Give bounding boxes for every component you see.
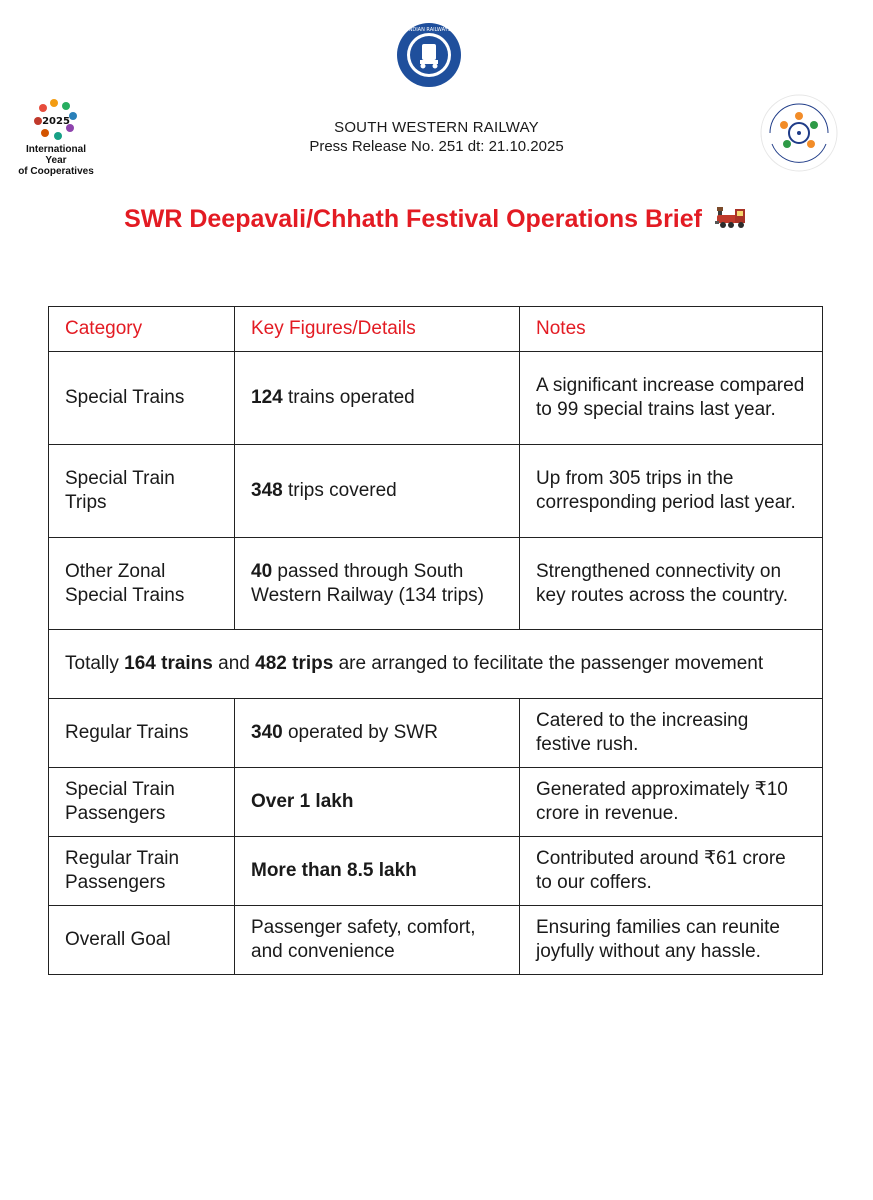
row-category: Other Zonal Special Trains	[49, 538, 235, 630]
summary-trips: 482 trips	[255, 653, 334, 674]
row-category: Special Trains	[49, 352, 235, 445]
row-key-figures: Passenger safety, comfort, and convenience	[235, 906, 520, 975]
table-row	[49, 906, 823, 975]
steam-locomotive-icon	[715, 203, 749, 238]
table-row	[49, 768, 823, 837]
table-row	[49, 699, 823, 768]
row-key-figures	[235, 699, 520, 768]
header-category: Category	[49, 307, 235, 352]
table-row	[49, 352, 823, 445]
row-notes: Strengthened connectivity on key routes across the country.	[520, 538, 823, 630]
row-category: Regular Train Passengers	[49, 837, 235, 906]
row-key-figures	[235, 352, 520, 445]
figure-bold: 340	[251, 722, 283, 743]
summary-part: and	[212, 653, 256, 674]
figure-text: operated by SWR	[282, 722, 438, 743]
row-key-figures	[235, 445, 520, 538]
press-release-number: Press Release No. 251 dt: 21.10.2025	[309, 138, 564, 155]
table-row	[49, 538, 823, 630]
row-category: Special Train Trips	[49, 445, 235, 538]
summary-part: are arranged to fecilitate the passenger movement	[333, 653, 764, 674]
row-notes: Catered to the increasing festive rush.	[520, 699, 823, 768]
row-key-figures	[235, 538, 520, 630]
row-notes: Contributed around ₹61 crore to our coffers.	[520, 837, 823, 906]
svg-text:INDIAN RAILWAYS: INDIAN RAILWAYS	[407, 27, 451, 33]
figure-text: trips covered	[282, 480, 397, 501]
press-header	[0, 118, 873, 156]
summary-text	[49, 630, 823, 699]
summary-trains: 164 trains	[124, 653, 213, 674]
page-title	[0, 202, 873, 238]
row-category: Regular Trains	[49, 699, 235, 768]
figure-text: passed through South Western Railway (134 trips)	[251, 560, 485, 606]
row-key-figures: More than 8.5 lakh	[235, 837, 520, 906]
table-row	[49, 445, 823, 538]
operations-table	[48, 306, 823, 975]
row-notes: Generated approximately ₹10 crore in revenue.	[520, 768, 823, 837]
row-notes: A significant increase compared to 99 special trains last year.	[520, 352, 823, 445]
svg-text:2025: 2025	[42, 116, 70, 127]
summary-row	[49, 630, 823, 699]
row-notes: Up from 305 trips in the corresponding period last year.	[520, 445, 823, 538]
figure-bold: 348	[251, 480, 283, 501]
header-notes: Notes	[520, 307, 823, 352]
row-category: Special Train Passengers	[49, 768, 235, 837]
table-header-row	[49, 307, 823, 352]
row-key-figures: Over 1 lakh	[235, 768, 520, 837]
summary-part: Totally	[65, 653, 125, 674]
row-category: Overall Goal	[49, 906, 235, 975]
cooperatives-caption-line2: of Cooperatives	[18, 166, 94, 177]
header-key-figures: Key Figures/Details	[235, 307, 520, 352]
figure-bold: 124	[251, 387, 283, 408]
organization-name: SOUTH WESTERN RAILWAY	[334, 119, 539, 136]
figure-text: trains operated	[282, 387, 415, 408]
cooperatives-caption-line1: International Year	[25, 144, 86, 166]
title-text: SWR Deepavali/Chhath Festival Operations Brief	[124, 205, 702, 233]
indian-railways-logo	[396, 22, 462, 88]
row-notes: Ensuring families can reunite joyfully without any hassle.	[520, 906, 823, 975]
figure-bold: 40	[251, 560, 273, 582]
indian-railways-emblem-icon	[396, 22, 462, 88]
table-row	[49, 837, 823, 906]
